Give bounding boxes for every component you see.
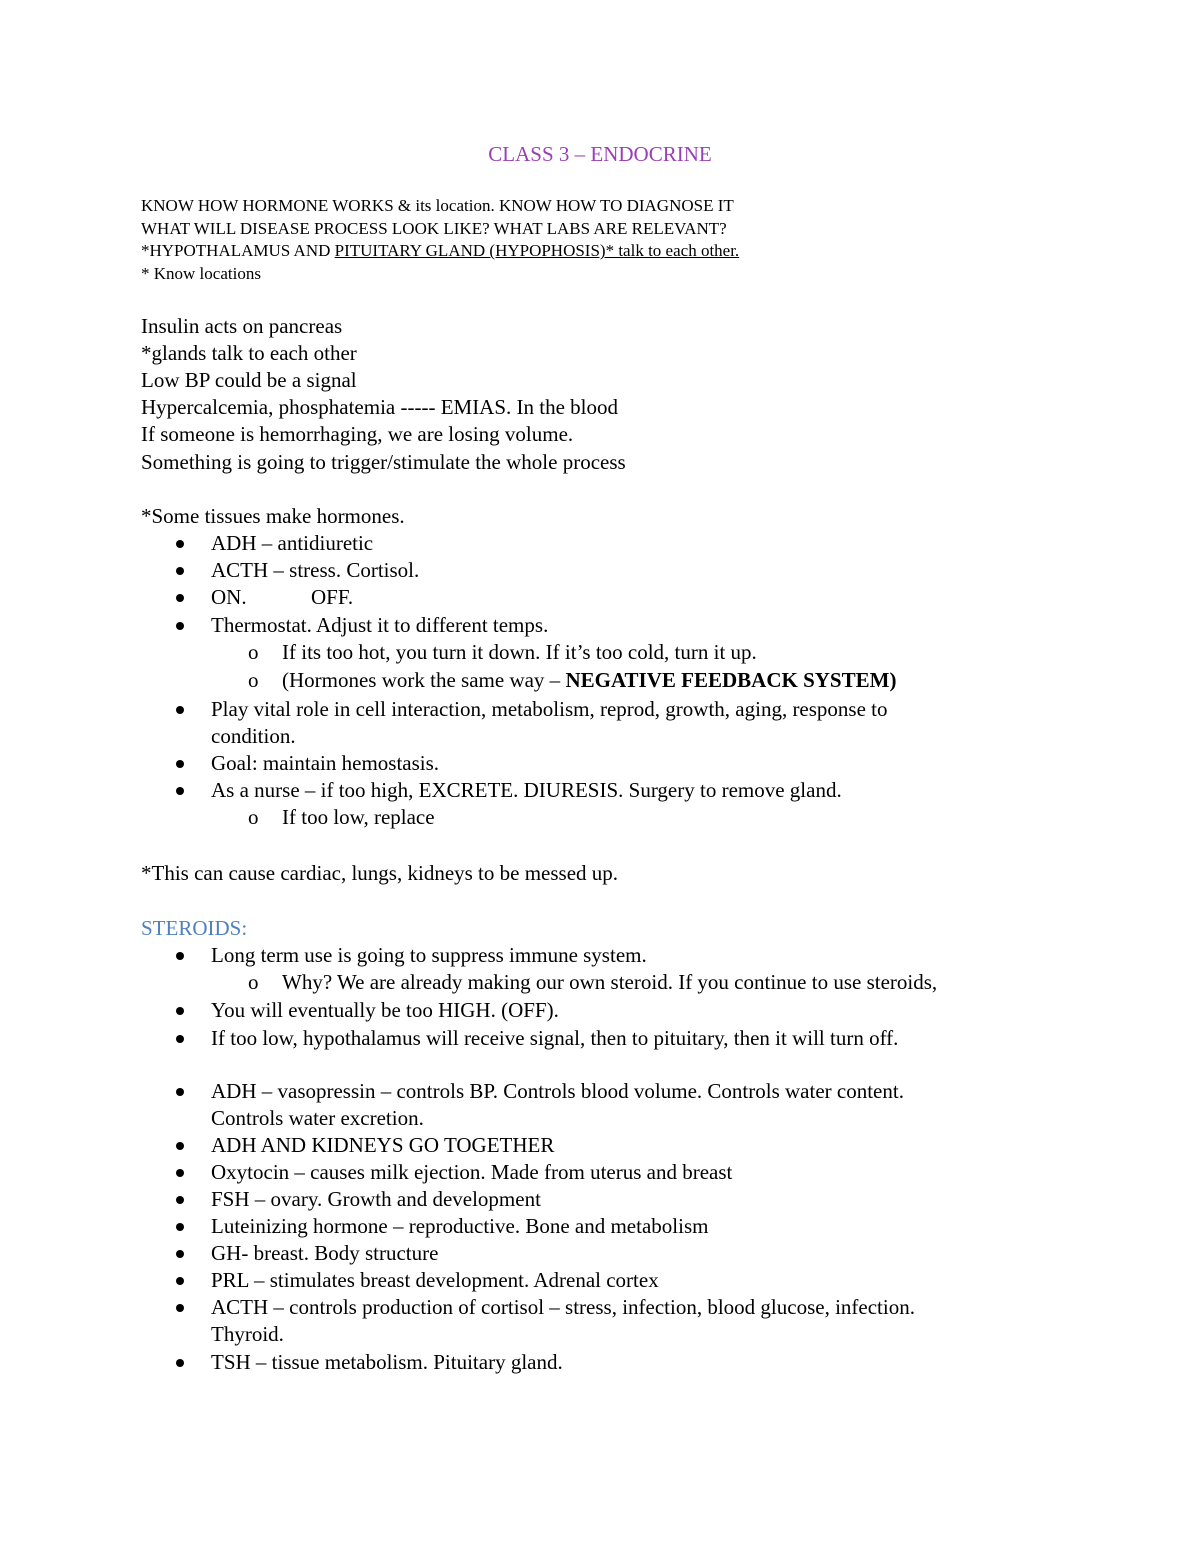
bullet-text: OFF. — [311, 585, 354, 609]
sub-bullet-marker: o — [248, 640, 259, 664]
bullet-text: Oxytocin – causes milk ejection. Made from uterus and breast — [211, 1160, 733, 1184]
sub-bullet-marker: o — [248, 970, 259, 994]
bullet-continuation: condition. — [211, 724, 296, 748]
bullet-text: GH- breast. Body structure — [211, 1241, 439, 1265]
bold-text: NEGATIVE FEEDBACK SYSTEM) — [565, 668, 897, 692]
sub-bullet-text — [282, 667, 896, 694]
bullet-text: ADH – antidiuretic — [211, 531, 374, 555]
note-line: Something is going to trigger/stimulate the whole process — [141, 450, 626, 474]
note-line: If someone is hemorrhaging, we are losing volume. — [141, 422, 574, 446]
bullet-text: Thermostat. Adjust it to different temps. — [211, 613, 549, 637]
intro-block — [141, 195, 739, 286]
underlined-text: PITUITARY GLAND (HYPOPHOSIS)* talk to each other. — [334, 241, 740, 261]
page-title: CLASS 3 – ENDOCRINE — [488, 142, 712, 166]
note-line: *glands talk to each other — [141, 341, 357, 365]
intro-line: * Know locations — [141, 264, 261, 284]
note-line: Low BP could be a signal — [141, 368, 357, 392]
intro-line: KNOW HOW HORMONE WORKS & its location. KNOW HOW TO DIAGNOSE IT — [141, 196, 734, 215]
steroids-heading: STEROIDS: — [141, 916, 248, 940]
bullet-text: FSH – ovary. Growth and development — [211, 1187, 541, 1211]
bullet-text: As a nurse – if too high, EXCRETE. DIURESIS. Surgery to remove gland. — [211, 778, 842, 802]
bullet-text: TSH – tissue metabolism. Pituitary gland. — [211, 1350, 563, 1374]
bullet-text: If too low, hypothalamus will receive signal, then to pituitary, then it will turn off. — [211, 1026, 899, 1050]
bullet-text: Luteinizing hormone – reproductive. Bone and metabolism — [211, 1214, 709, 1238]
bullet-continuation: Thyroid. — [211, 1322, 284, 1346]
bullet-text: ACTH – stress. Cortisol. — [211, 558, 420, 582]
intro-line — [141, 240, 739, 263]
bullet-text: You will eventually be too HIGH. (OFF). — [211, 998, 559, 1022]
bullet-text: Goal: maintain hemostasis. — [211, 751, 440, 775]
sub-bullet-text: If too low, replace — [282, 805, 435, 829]
bullet-text: ACTH – controls production of cortisol – stress, infection, blood glucose, infection. — [211, 1295, 915, 1319]
note-line: *This can cause cardiac, lungs, kidneys to be messed up. — [141, 861, 619, 885]
bullet-continuation: Controls water excretion. — [211, 1106, 424, 1130]
intro-line: WHAT WILL DISEASE PROCESS LOOK LIKE? WHAT LABS ARE RELEVANT? — [141, 218, 727, 238]
bullet-text: ADH – vasopressin – controls BP. Controls blood volume. Controls water content. — [211, 1079, 904, 1103]
bullet-text: ADH AND KIDNEYS GO TOGETHER — [211, 1133, 555, 1157]
sub-bullet-text: If its too hot, you turn it down. If it’s too cold, turn it up. — [282, 640, 757, 664]
bullet-text: Play vital role in cell interaction, metabolism, reprod, growth, aging, response to — [211, 697, 888, 721]
bullet-text: ON. — [211, 585, 247, 609]
note-line: Insulin acts on pancreas — [141, 314, 343, 338]
bullet-text: PRL – stimulates breast development. Adrenal cortex — [211, 1268, 659, 1292]
note-line: Hypercalcemia, phosphatemia ----- EMIAS. In the blood — [141, 395, 619, 419]
sub-bullet-text: Why? We are already making our own steroid. If you continue to use steroids, — [282, 970, 938, 994]
sub-bullet-text-part: (Hormones work the same way – — [282, 668, 566, 692]
intro-text: *HYPOTHALAMUS AND — [141, 241, 335, 261]
sub-bullet-marker: o — [248, 805, 259, 829]
sub-bullet-marker: o — [248, 668, 259, 692]
bullet-text: Long term use is going to suppress immune system. — [211, 943, 647, 967]
section-heading: *Some tissues make hormones. — [141, 504, 405, 528]
